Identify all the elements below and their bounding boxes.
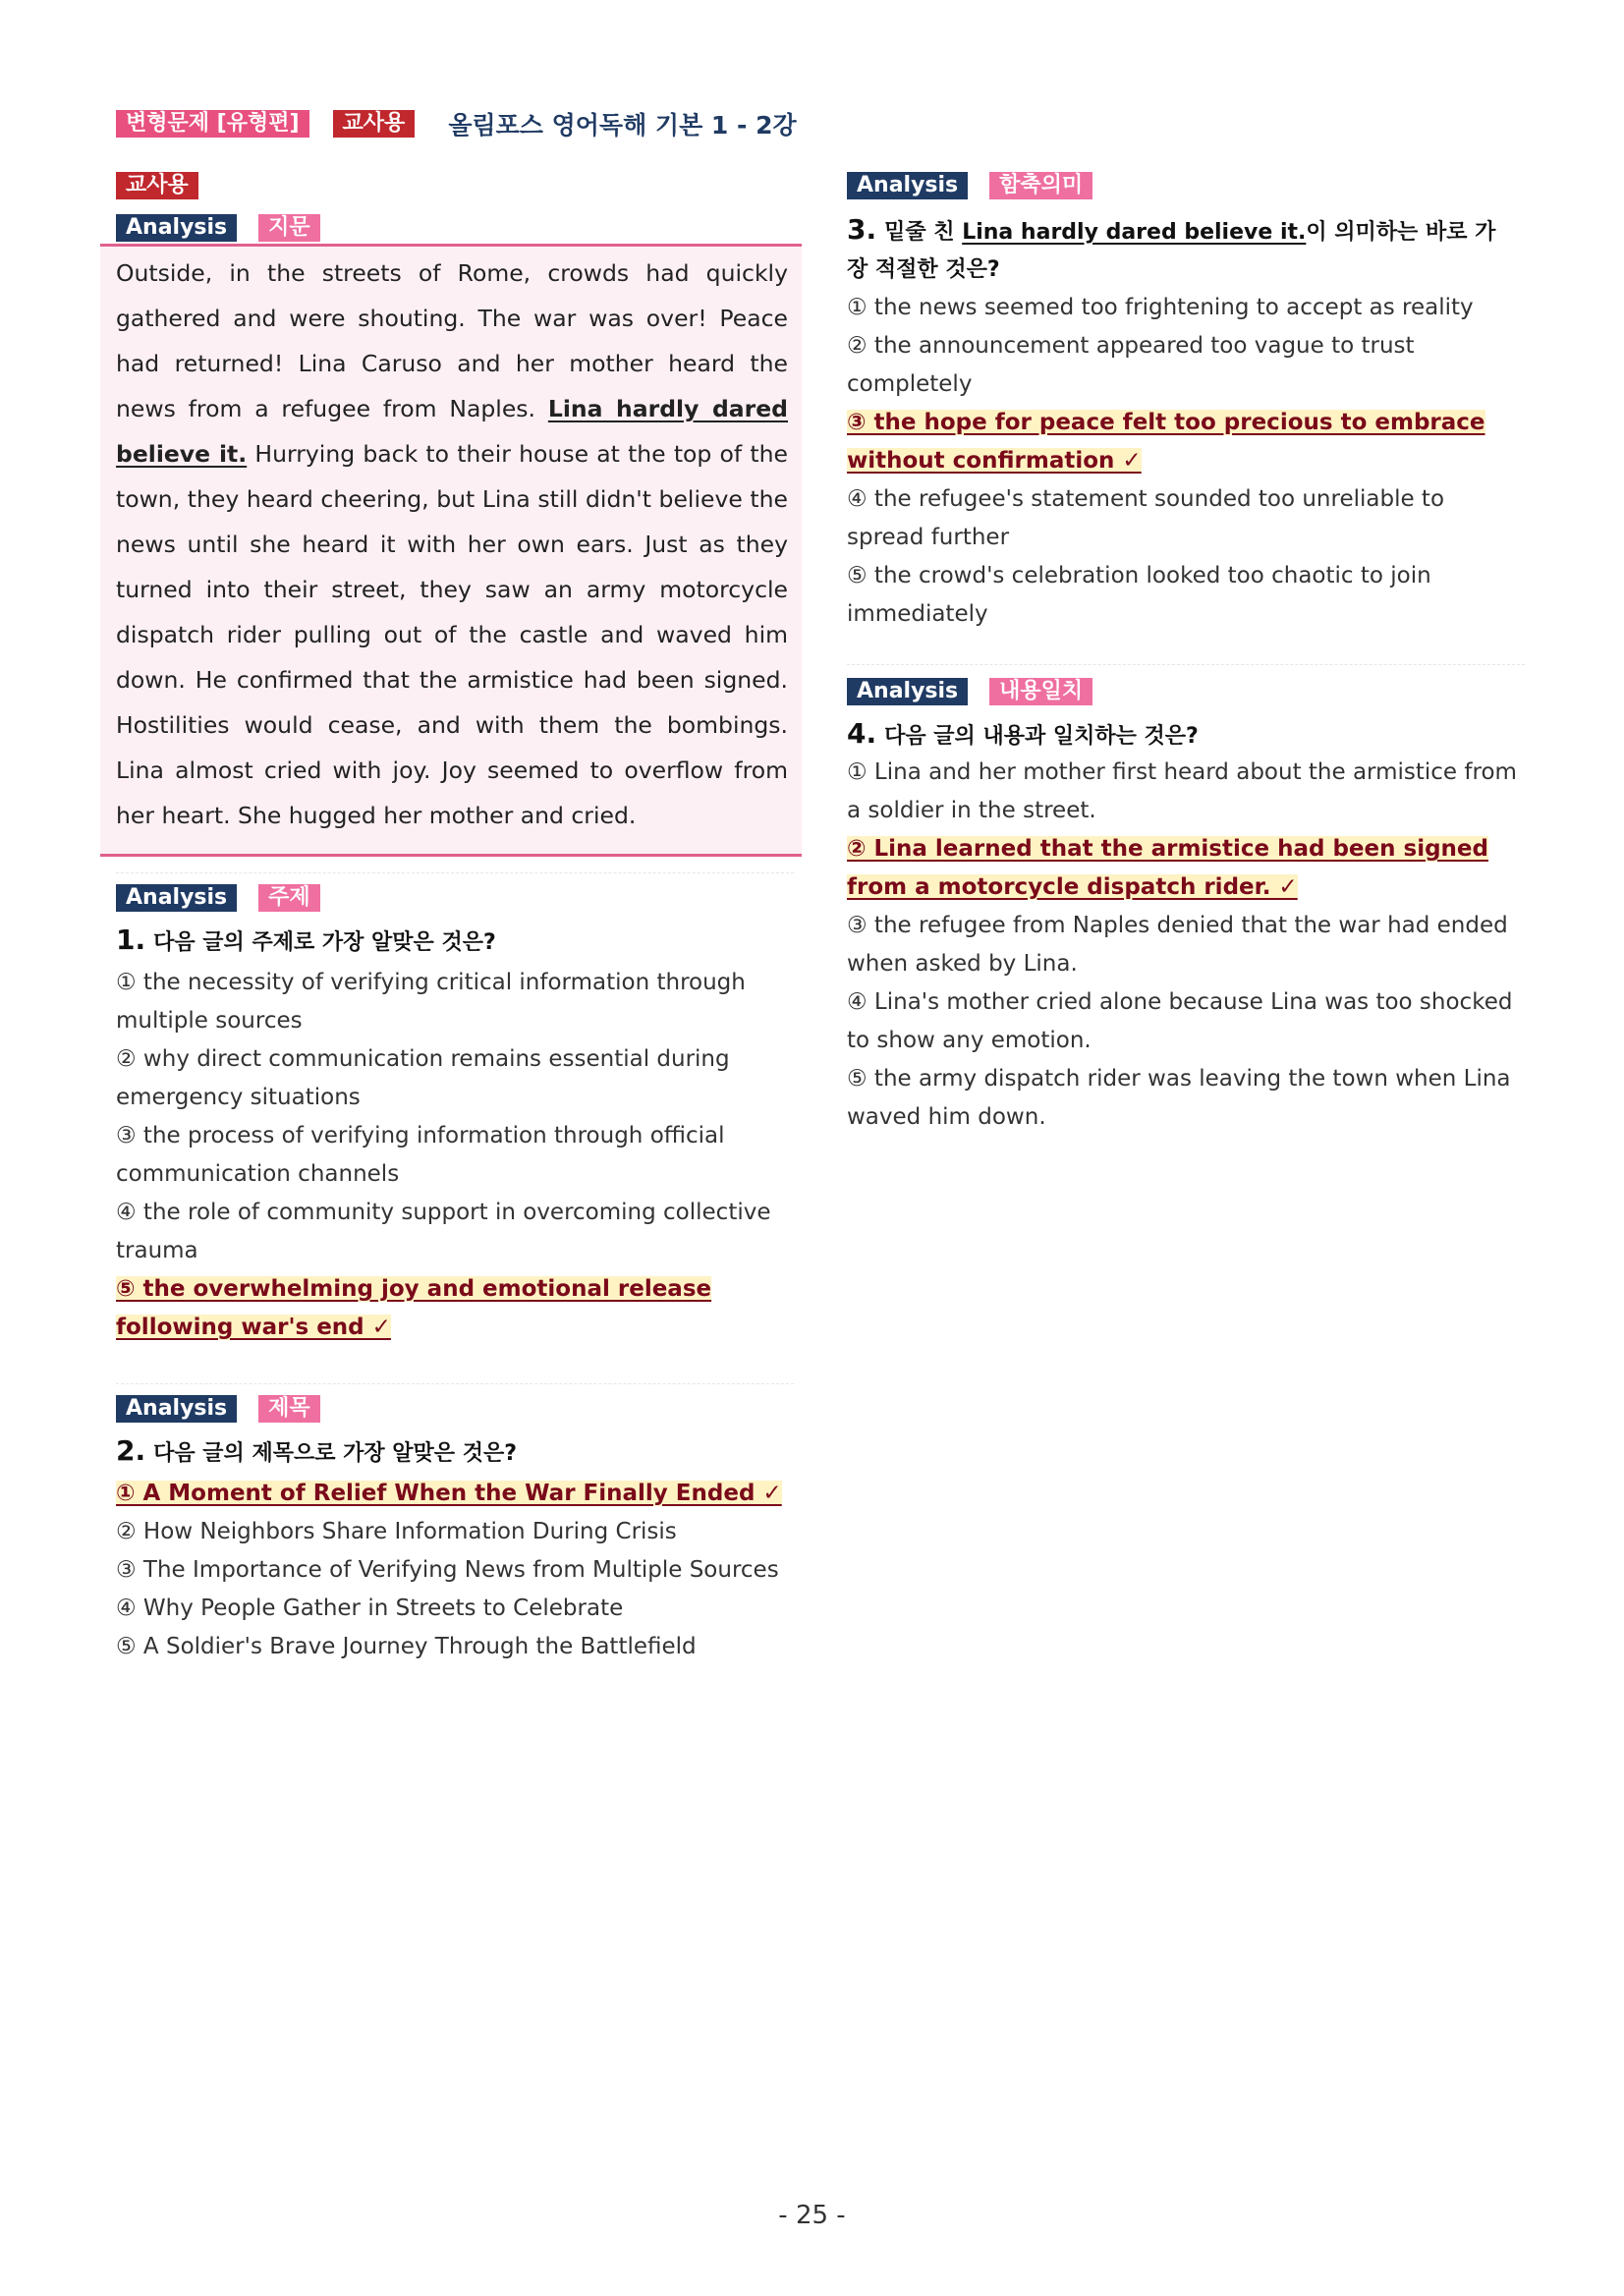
q4-option-5: ⑤ the army dispatch rider was leaving the town when Lina waved him down. [847, 1066, 1511, 1130]
analysis-tag: Analysis [116, 214, 237, 242]
q2-option-5: ⑤ A Soldier's Brave Journey Through the Battlefield [116, 1634, 697, 1659]
question-4 [847, 678, 1525, 1137]
teacher-tag-section: 교사용 [116, 172, 198, 199]
q4-option-4: ④ Lina's mother cried alone because Lina was too shocked to show any emotion. [847, 989, 1513, 1053]
q2-label-row [116, 1395, 804, 1423]
q1-title [116, 924, 794, 960]
q1-answer-option [116, 1270, 794, 1347]
q2-option-2: ② How Neighbors Share Information During Crisis [116, 1519, 677, 1544]
teacher-tag: 교사용 [333, 110, 416, 138]
q4-question: 다음 글의 내용과 일치하는 것은? [884, 724, 1199, 749]
divider [116, 1383, 794, 1384]
q3-label-row [847, 172, 1515, 199]
q1-section-tag: 주제 [258, 884, 320, 912]
q4-answer-option [847, 830, 1525, 907]
q4-answer: ② Lina learned that the armistice had been signed from a motorcycle dispatch rider. ✓ [847, 836, 1488, 900]
q3-option-2: ② the announcement appeared too vague to trust completely [847, 333, 1415, 397]
passage-underlined-sentence: Lina hardly dared believe it. [116, 395, 788, 468]
q1-option-2: ② why direct communication remains essential during emergency situations [116, 1046, 730, 1110]
q3-question-suffix: 이 의미하는 바로 가장 적절한 것은? [847, 220, 1496, 282]
q1-answer: ⑤ the overwhelming joy and emotional release following war's end ✓ [116, 1276, 712, 1340]
q1-number: 1. [116, 924, 146, 956]
passage-label-row [116, 214, 320, 242]
q2-option-3: ③ The Importance of Verifying News from Multiple Sources [116, 1557, 779, 1583]
analysis-tag: Analysis [116, 1395, 237, 1423]
q3-answer: ③ the hope for peace felt too precious to embrace without confirmation ✓ [847, 410, 1485, 474]
q1-question: 다음 글의 주제로 가장 알맞은 것은? [153, 930, 496, 955]
q1-option-4: ④ the role of community support in overcoming collective trauma [116, 1200, 771, 1263]
q4-section-tag: 내용일치 [989, 678, 1092, 705]
q4-title [847, 717, 1525, 754]
q1-label-row [116, 884, 794, 912]
analysis-tag: Analysis [116, 884, 237, 912]
q3-question-prefix: 밑줄 친 [884, 220, 963, 245]
q3-section-tag: 함축의미 [989, 172, 1092, 199]
q3-answer-option [847, 404, 1515, 480]
passage-box [100, 244, 802, 857]
divider [116, 872, 794, 873]
analysis-tag: Analysis [847, 172, 968, 199]
analysis-tag: Analysis [847, 678, 968, 705]
question-2 [116, 1395, 804, 1666]
q4-option-1: ① Lina and her mother first heard about the armistice from a soldier in the street. [847, 759, 1517, 823]
q2-question: 다음 글의 제목으로 가장 알맞은 것은? [153, 1441, 517, 1466]
passage-text-before: Outside, in the streets of Rome, crowds had quickly gathered and were shouting. The war was over! Peace had returned! Lina Caruso and her mother heard the news from a refugee from Naples. [116, 259, 788, 422]
q3-option-1: ① the news seemed too frightening to accept as reality [847, 295, 1474, 320]
q2-answer: ① A Moment of Relief When the War Finally Ended ✓ [116, 1481, 782, 1506]
passage-section-tag: 지문 [258, 214, 320, 242]
q2-title [116, 1434, 804, 1471]
q3-option-5: ⑤ the crowd's celebration looked too chaotic to join immediately [847, 563, 1431, 627]
q2-section-tag: 제목 [258, 1395, 320, 1423]
q3-number: 3. [847, 213, 877, 246]
q1-option-1: ① the necessity of verifying critical information through multiple sources [116, 970, 746, 1034]
question-3 [847, 172, 1515, 634]
question-1 [116, 884, 794, 1347]
page-title: 올림포스 영어독해 기본 1 - 2강 [448, 111, 797, 140]
q3-option-4: ④ the refugee's statement sounded too unreliable to spread further [847, 486, 1445, 550]
q4-label-row [847, 678, 1525, 705]
q2-option-4: ④ Why People Gather in Streets to Celebrate [116, 1596, 624, 1621]
q2-number: 2. [116, 1434, 146, 1467]
divider [847, 664, 1525, 665]
q3-title [847, 211, 1515, 289]
passage-text [116, 251, 788, 838]
q4-option-3: ③ the refugee from Naples denied that the war had ended when asked by Lina. [847, 913, 1508, 977]
q3-question-underlined: Lina hardly dared believe it. [962, 220, 1307, 245]
page-number: - 25 - [778, 2201, 846, 2230]
q1-option-3: ③ the process of verifying information through official communication channels [116, 1123, 725, 1187]
variant-tag: 변형문제 [유형편] [116, 110, 309, 138]
q4-number: 4. [847, 717, 877, 750]
q2-answer-option [116, 1475, 804, 1513]
page-header [116, 106, 797, 141]
passage-text-after: Hurrying back to their house at the top of the town, they heard cheering, but Lina still didn't believe the news until she heard it with her own ears. Just as they turned into their street, they saw an army motorcycle dispatch rider pulling out of the castle and waved him down. He confirmed that the armistice had been signed. Hostilities would cease, and with them the bombings. Lina almost cried with joy. Joy seemed to overflow from her heart. She hugged her mother and cried. [116, 440, 788, 829]
